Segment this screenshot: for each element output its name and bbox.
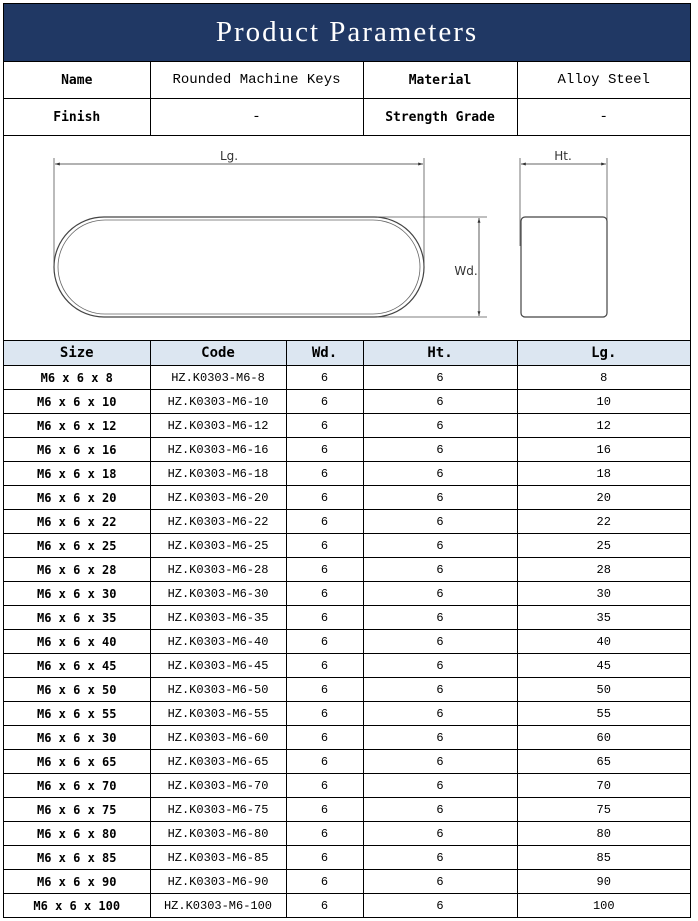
size-cell: M6 x 6 x 22 <box>4 510 150 534</box>
info-table <box>4 62 690 136</box>
width-cell: 6 <box>286 606 363 630</box>
width-cell: 6 <box>286 390 363 414</box>
width-cell: 6 <box>286 486 363 510</box>
length-cell: 40 <box>517 630 690 654</box>
height-cell: 6 <box>363 630 517 654</box>
table-row <box>4 486 690 510</box>
technical-drawing <box>4 136 690 341</box>
specs-header-row <box>4 341 690 366</box>
height-cell: 6 <box>363 582 517 606</box>
code-cell: HZ.K0303-M6-45 <box>150 654 286 678</box>
width-cell: 6 <box>286 582 363 606</box>
width-cell: 6 <box>286 414 363 438</box>
key-drawing <box>4 136 690 340</box>
key-outline-outer <box>54 217 424 317</box>
length-cell: 18 <box>517 462 690 486</box>
table-row <box>4 678 690 702</box>
height-cell: 6 <box>363 678 517 702</box>
width-cell: 6 <box>286 534 363 558</box>
height-cell: 6 <box>363 510 517 534</box>
table-row <box>4 534 690 558</box>
table-row <box>4 558 690 582</box>
width-cell: 6 <box>286 654 363 678</box>
height-cell: 6 <box>363 366 517 390</box>
grade-value: - <box>517 99 690 136</box>
length-cell: 80 <box>517 822 690 846</box>
size-cell: M6 x 6 x 45 <box>4 654 150 678</box>
code-cell: HZ.K0303-M6-80 <box>150 822 286 846</box>
code-cell: HZ.K0303-M6-28 <box>150 558 286 582</box>
length-cell: 70 <box>517 774 690 798</box>
size-cell: M6 x 6 x 28 <box>4 558 150 582</box>
length-cell: 55 <box>517 702 690 726</box>
table-row <box>4 606 690 630</box>
code-cell: HZ.K0303-M6-70 <box>150 774 286 798</box>
size-cell: M6 x 6 x 10 <box>4 390 150 414</box>
length-cell: 20 <box>517 486 690 510</box>
table-row <box>4 726 690 750</box>
code-cell: HZ.K0303-M6-25 <box>150 534 286 558</box>
size-cell: M6 x 6 x 25 <box>4 534 150 558</box>
table-row <box>4 750 690 774</box>
width-cell: 6 <box>286 510 363 534</box>
table-row <box>4 894 690 918</box>
size-cell: M6 x 6 x 55 <box>4 702 150 726</box>
height-cell: 6 <box>363 798 517 822</box>
width-cell: 6 <box>286 774 363 798</box>
length-cell: 35 <box>517 606 690 630</box>
width-cell: 6 <box>286 702 363 726</box>
length-cell: 45 <box>517 654 690 678</box>
name-value: Rounded Machine Keys <box>150 62 363 99</box>
code-cell: HZ.K0303-M6-75 <box>150 798 286 822</box>
height-cell: 6 <box>363 462 517 486</box>
code-cell: HZ.K0303-M6-50 <box>150 678 286 702</box>
table-row <box>4 846 690 870</box>
size-cell: M6 x 6 x 100 <box>4 894 150 918</box>
height-cell: 6 <box>363 414 517 438</box>
code-cell: HZ.K0303-M6-85 <box>150 846 286 870</box>
width-cell: 6 <box>286 798 363 822</box>
finish-value: - <box>150 99 363 136</box>
length-cell: 10 <box>517 390 690 414</box>
code-cell: HZ.K0303-M6-90 <box>150 870 286 894</box>
length-cell: 50 <box>517 678 690 702</box>
length-cell: 8 <box>517 366 690 390</box>
header-length: Lg. <box>517 341 690 366</box>
table-row <box>4 630 690 654</box>
width-cell: 6 <box>286 438 363 462</box>
size-cell: M6 x 6 x 65 <box>4 750 150 774</box>
name-label: Name <box>4 62 150 99</box>
size-cell: M6 x 6 x 16 <box>4 438 150 462</box>
height-cell: 6 <box>363 438 517 462</box>
table-row <box>4 582 690 606</box>
code-cell: HZ.K0303-M6-18 <box>150 462 286 486</box>
width-cell: 6 <box>286 366 363 390</box>
width-cell: 6 <box>286 846 363 870</box>
code-cell: HZ.K0303-M6-40 <box>150 630 286 654</box>
size-cell: M6 x 6 x 40 <box>4 630 150 654</box>
specs-body <box>4 366 690 918</box>
table-row <box>4 654 690 678</box>
length-cell: 90 <box>517 870 690 894</box>
specs-table <box>4 341 690 917</box>
size-cell: M6 x 6 x 70 <box>4 774 150 798</box>
finish-label: Finish <box>4 99 150 136</box>
width-cell: 6 <box>286 870 363 894</box>
length-cell: 12 <box>517 414 690 438</box>
header-size: Size <box>4 341 150 366</box>
width-cell: 6 <box>286 894 363 918</box>
height-cell: 6 <box>363 894 517 918</box>
code-cell: HZ.K0303-M6-12 <box>150 414 286 438</box>
table-row <box>4 822 690 846</box>
width-label: Wd. <box>454 264 478 278</box>
product-sheet <box>3 3 691 918</box>
material-label: Material <box>363 62 517 99</box>
height-cell: 6 <box>363 726 517 750</box>
length-cell: 60 <box>517 726 690 750</box>
code-cell: HZ.K0303-M6-100 <box>150 894 286 918</box>
info-row <box>4 62 690 99</box>
key-outline-inner <box>58 220 420 314</box>
code-cell: HZ.K0303-M6-60 <box>150 726 286 750</box>
table-row <box>4 702 690 726</box>
size-cell: M6 x 6 x 20 <box>4 486 150 510</box>
width-cell: 6 <box>286 558 363 582</box>
length-cell: 30 <box>517 582 690 606</box>
height-cell: 6 <box>363 390 517 414</box>
size-cell: M6 x 6 x 80 <box>4 822 150 846</box>
length-cell: 16 <box>517 438 690 462</box>
size-cell: M6 x 6 x 30 <box>4 582 150 606</box>
height-cell: 6 <box>363 486 517 510</box>
table-row <box>4 390 690 414</box>
table-row <box>4 870 690 894</box>
height-cell: 6 <box>363 846 517 870</box>
height-cell: 6 <box>363 750 517 774</box>
height-cell: 6 <box>363 870 517 894</box>
code-cell: HZ.K0303-M6-20 <box>150 486 286 510</box>
height-cell: 6 <box>363 702 517 726</box>
key-side-view <box>521 217 607 317</box>
length-label: Lg. <box>219 149 239 163</box>
code-cell: HZ.K0303-M6-16 <box>150 438 286 462</box>
size-cell: M6 x 6 x 18 <box>4 462 150 486</box>
size-cell: M6 x 6 x 85 <box>4 846 150 870</box>
table-row <box>4 414 690 438</box>
width-cell: 6 <box>286 462 363 486</box>
height-cell: 6 <box>363 558 517 582</box>
length-cell: 22 <box>517 510 690 534</box>
width-cell: 6 <box>286 630 363 654</box>
header-width: Wd. <box>286 341 363 366</box>
table-row <box>4 438 690 462</box>
code-cell: HZ.K0303-M6-22 <box>150 510 286 534</box>
table-row <box>4 462 690 486</box>
length-cell: 28 <box>517 558 690 582</box>
code-cell: HZ.K0303-M6-65 <box>150 750 286 774</box>
height-cell: 6 <box>363 774 517 798</box>
length-cell: 25 <box>517 534 690 558</box>
width-cell: 6 <box>286 822 363 846</box>
height-cell: 6 <box>363 606 517 630</box>
width-cell: 6 <box>286 678 363 702</box>
code-cell: HZ.K0303-M6-8 <box>150 366 286 390</box>
height-cell: 6 <box>363 534 517 558</box>
height-label: Ht. <box>554 149 572 163</box>
length-cell: 65 <box>517 750 690 774</box>
table-row <box>4 510 690 534</box>
size-cell: M6 x 6 x 75 <box>4 798 150 822</box>
header-height: Ht. <box>363 341 517 366</box>
size-cell: M6 x 6 x 8 <box>4 366 150 390</box>
info-row <box>4 99 690 136</box>
header-code: Code <box>150 341 286 366</box>
length-cell: 75 <box>517 798 690 822</box>
material-value: Alloy Steel <box>517 62 690 99</box>
height-cell: 6 <box>363 822 517 846</box>
size-cell: M6 x 6 x 90 <box>4 870 150 894</box>
length-cell: 100 <box>517 894 690 918</box>
code-cell: HZ.K0303-M6-55 <box>150 702 286 726</box>
size-cell: M6 x 6 x 30 <box>4 726 150 750</box>
code-cell: HZ.K0303-M6-30 <box>150 582 286 606</box>
height-cell: 6 <box>363 654 517 678</box>
table-row <box>4 798 690 822</box>
grade-label: Strength Grade <box>363 99 517 136</box>
size-cell: M6 x 6 x 35 <box>4 606 150 630</box>
table-row <box>4 774 690 798</box>
code-cell: HZ.K0303-M6-10 <box>150 390 286 414</box>
page-title: Product Parameters <box>4 4 690 62</box>
length-cell: 85 <box>517 846 690 870</box>
table-row <box>4 366 690 390</box>
size-cell: M6 x 6 x 50 <box>4 678 150 702</box>
width-cell: 6 <box>286 750 363 774</box>
width-cell: 6 <box>286 726 363 750</box>
code-cell: HZ.K0303-M6-35 <box>150 606 286 630</box>
size-cell: M6 x 6 x 12 <box>4 414 150 438</box>
